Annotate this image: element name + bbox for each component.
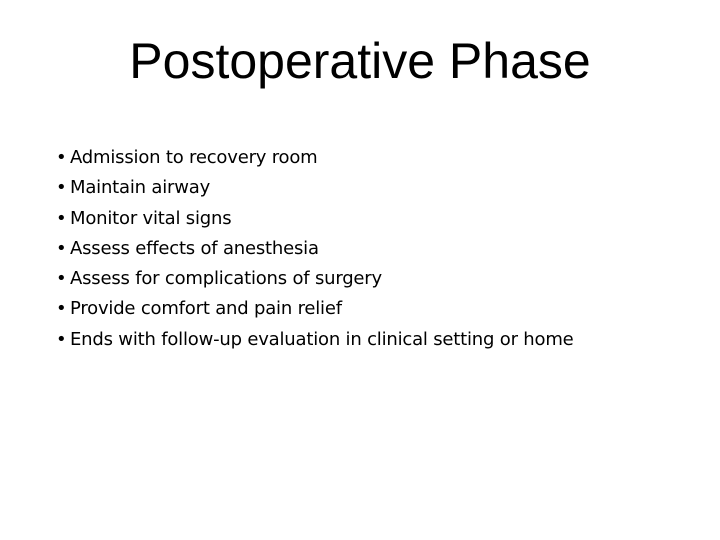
- bullet-marker: •: [56, 298, 67, 320]
- bullet-text: Maintain airway: [70, 177, 211, 199]
- bullet-marker: •: [56, 268, 67, 290]
- bullet-item: [56, 294, 696, 324]
- bullet-item: [56, 173, 696, 203]
- bullet-text: Ends with follow-up evaluation in clinical setting or home: [70, 328, 574, 350]
- bullet-item: [56, 325, 696, 355]
- bullet-text: Assess for complications of surgery: [70, 268, 382, 290]
- bullet-marker: •: [56, 328, 67, 350]
- bullet-item: [56, 234, 696, 264]
- bullet-marker: •: [56, 147, 67, 168]
- bullet-marker: •: [56, 207, 67, 229]
- bullet-item: [56, 143, 696, 173]
- bullet-item: [56, 264, 696, 294]
- bullet-text: Provide comfort and pain relief: [70, 298, 342, 320]
- bullet-text: Admission to recovery room: [70, 147, 318, 168]
- bullet-marker: •: [56, 177, 67, 199]
- bullet-marker: •: [56, 237, 67, 259]
- bullet-text: Monitor vital signs: [70, 207, 232, 229]
- bullet-text: Assess effects of anesthesia: [70, 237, 319, 259]
- bullet-list: [56, 143, 696, 355]
- bullet-item: [56, 204, 696, 234]
- slide-title: Postoperative Phase: [129, 33, 591, 89]
